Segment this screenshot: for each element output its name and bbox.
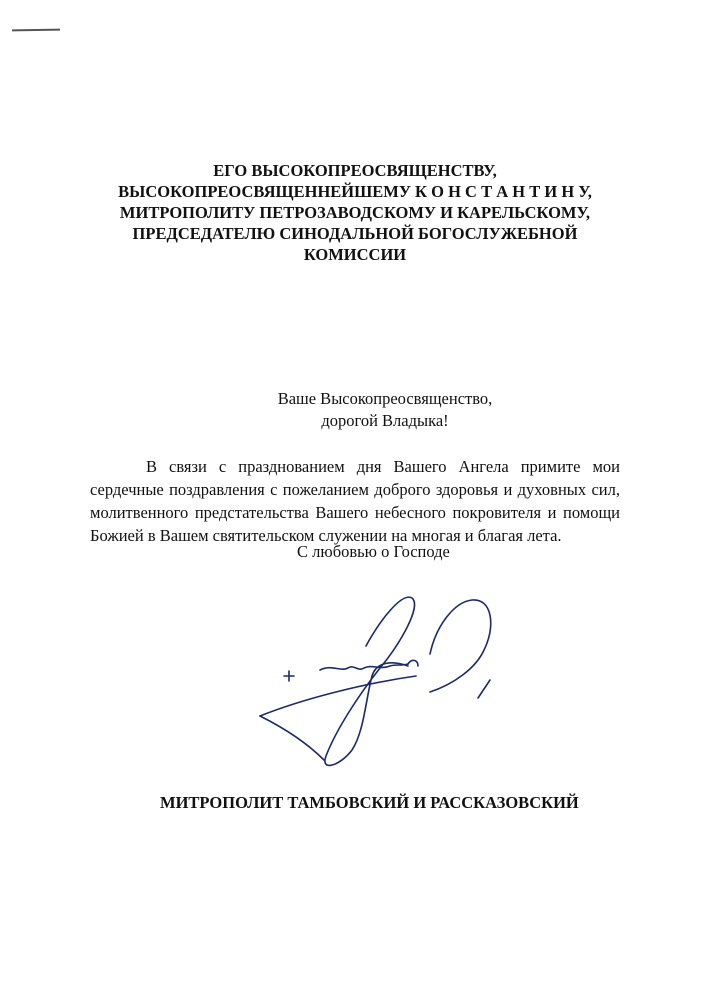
salutation-line: Ваше Высокопреосвященство,: [277, 389, 493, 408]
closing-phrase: С любовью о Господе: [297, 542, 450, 561]
address-line: МИТРОПОЛИТУ ПЕТРОЗАВОДСКОМУ И КАРЕЛЬСКОМУ,: [119, 203, 591, 222]
recipient-address: [80, 160, 630, 265]
salutation: [160, 388, 610, 432]
scan-mark: [12, 29, 60, 32]
address-line: КОМИССИИ: [303, 245, 407, 264]
address-line: ПРЕДСЕДАТЕЛЮ СИНОДАЛЬНОЙ БОГОСЛУЖЕБНОЙ: [132, 224, 578, 243]
letter-body: [90, 455, 620, 547]
address-line: ВЫСОКОПРЕОСВЯЩЕННЕЙШЕМУ К О Н С Т А Н Т И Н У,: [118, 182, 592, 201]
signer-title: МИТРОПОЛИТ ТАМБОВСКИЙ И РАССКАЗОВСКИЙ: [160, 793, 579, 812]
address-line: ЕГО ВЫСОКОПРЕОСВЯЩЕНСТВУ,: [213, 161, 497, 180]
salutation-line: дорогой Владыка!: [321, 411, 449, 430]
letter-body-text: В связи с празднованием дня Вашего Ангела примите мои сердечные поздравления с пожеланием доброго здоровья и духовных сил, молитвенного предстательства Вашего небесного покровителя и помощи Божией в Вашем святительском служении на многая и благая лета.: [90, 457, 620, 545]
handwritten-signature: [240, 580, 520, 780]
